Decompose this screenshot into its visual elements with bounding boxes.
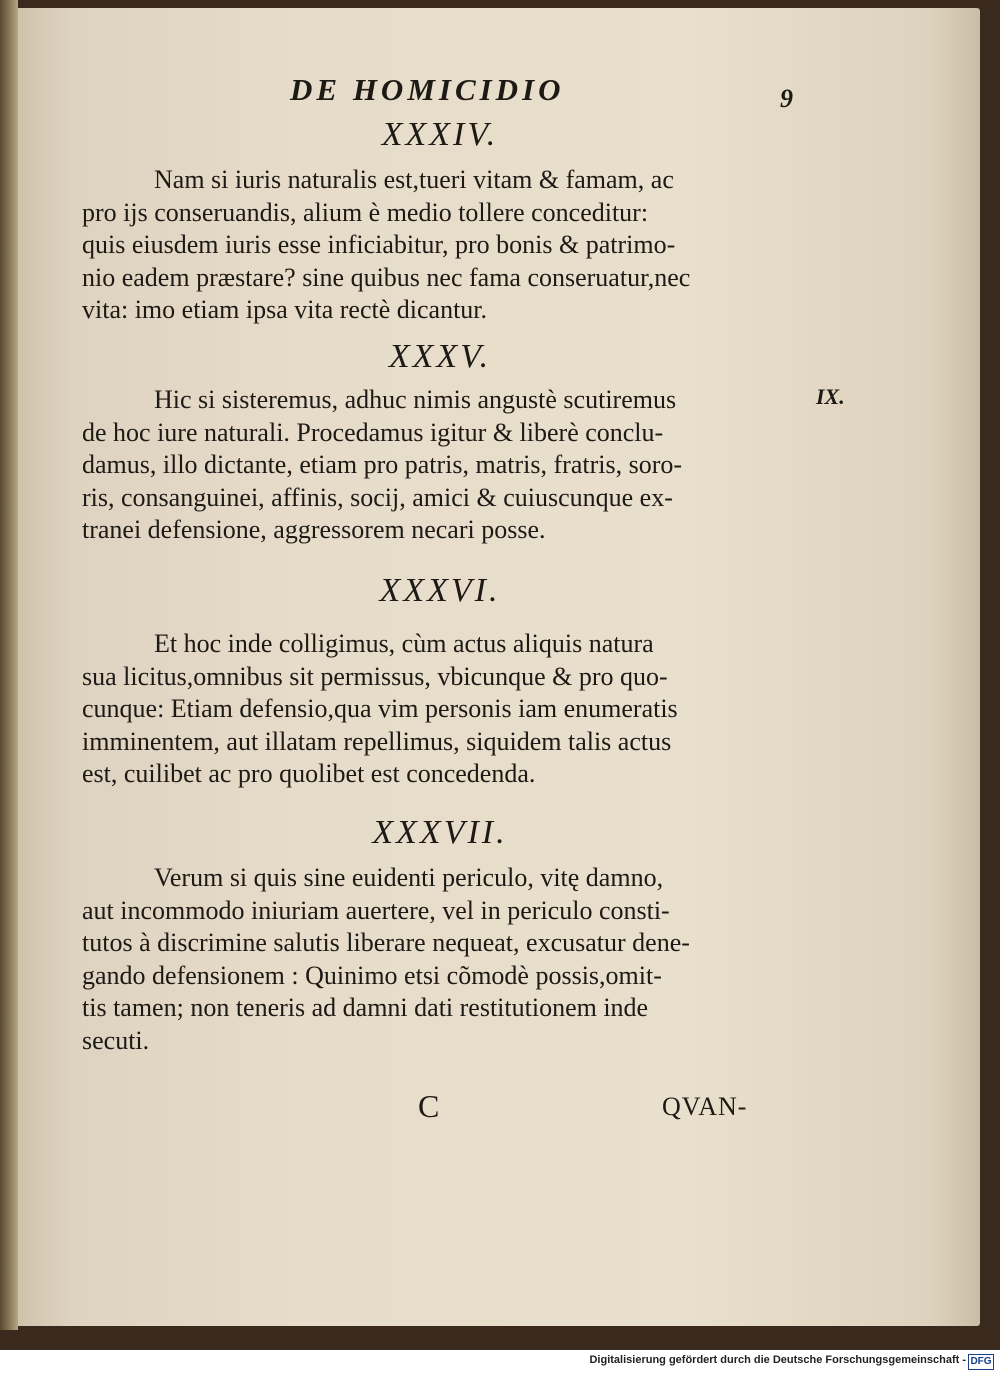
text-line: aut incommodo iniuriam auertere, vel in periculo consti- bbox=[82, 895, 670, 925]
text-line: tranei defensione, aggressorem necari posse. bbox=[82, 515, 546, 544]
paragraph-37 bbox=[82, 862, 794, 1057]
text-line: quis eiusdem iuris esse inficiabitur, pro bonis & patrimo- bbox=[82, 230, 676, 259]
text-line: Hic si sisteremus, adhuc nimis angustè scutiremus bbox=[154, 385, 677, 414]
text-line: tutos à discrimine salutis liberare nequeat, excusatur dene- bbox=[82, 928, 690, 957]
text-line: secuti. bbox=[82, 1025, 150, 1055]
text-line: gando defensionem : Quinimo etsi cõmodè possis,omit- bbox=[82, 960, 662, 990]
text-line: Nam si iuris naturalis est,tueri vitam & famam, ac bbox=[154, 165, 674, 194]
text-line: Et hoc inde colligimus, cùm actus aliquis natura bbox=[154, 629, 654, 658]
section-heading-34: XXXIV. bbox=[381, 116, 499, 153]
text-line: nio eadem præstare? sine quibus nec fama conseruatur,nec bbox=[82, 262, 691, 292]
text-line: sua licitus,omnibus sit permissus, vbicunque & pro quo- bbox=[82, 661, 668, 691]
text-line: ris, consanguinei, affinis, socij, amici & cuiuscunque ex- bbox=[82, 482, 673, 512]
signature-mark: C bbox=[418, 1088, 440, 1124]
text-line: de hoc iure naturali. Procedamus igitur & liberè conclu- bbox=[82, 417, 664, 447]
text-line: tis tamen; non teneris ad damni dati restitutionem inde bbox=[82, 993, 649, 1022]
paragraph-35 bbox=[82, 384, 794, 547]
page-number: 9 bbox=[780, 84, 793, 113]
book-binding-edge bbox=[0, 0, 18, 1330]
text-line: cunque: Etiam defensio,qua vim personis iam enumeratis bbox=[82, 694, 678, 723]
dfg-logo: DFG bbox=[968, 1354, 994, 1370]
text-line: Verum si quis sine euidenti periculo, vitę damno, bbox=[154, 863, 664, 892]
section-heading-36: XXXVI. bbox=[379, 572, 501, 609]
text-line: imminentem, aut illatam repellimus, siquidem talis actus bbox=[82, 726, 672, 756]
text-line: est, cuilibet ac pro quolibet est concedenda. bbox=[82, 759, 536, 788]
section-heading-37: XXXVII. bbox=[372, 814, 508, 851]
text-line: pro ijs conseruandis, alium è medio tollere conceditur: bbox=[82, 197, 649, 227]
section-heading-35: XXXV. bbox=[388, 338, 492, 375]
paragraph-36 bbox=[82, 628, 794, 791]
digitization-credit: Digitalisierung gefördert durch die Deutsche Forschungsgemeinschaft - bbox=[589, 1354, 966, 1366]
paragraph-34 bbox=[82, 164, 794, 327]
text-line: vita: imo etiam ipsa vita rectè dicantur. bbox=[82, 295, 488, 324]
running-header: DE HOMICIDIO bbox=[290, 72, 565, 107]
catchword: QVAN- bbox=[662, 1092, 748, 1121]
text-line: damus, illo dictante, etiam pro patris, matris, fratris, soro- bbox=[82, 450, 683, 479]
marginal-note: IX. bbox=[816, 384, 845, 409]
